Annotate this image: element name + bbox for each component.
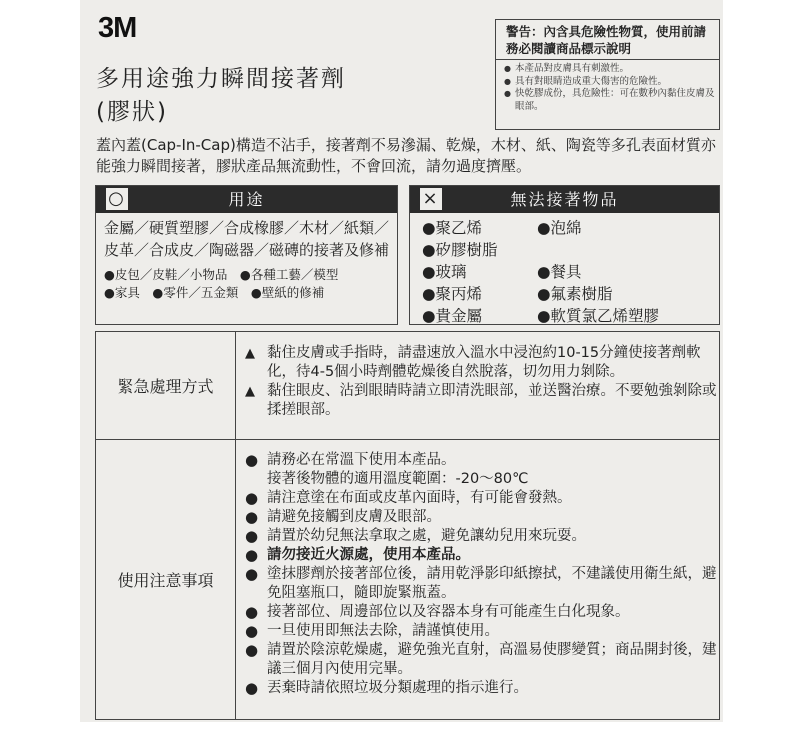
warning-item: ● 本產品對皮膚具有刺激性。 (504, 63, 715, 76)
not-for-item: ●聚乙烯 (422, 219, 483, 237)
bullet-icon: ● (245, 679, 259, 697)
title-line-2: (膠狀) (96, 99, 168, 125)
emergency-text: 黏住眼皮、沾到眼睛時請立即清洗眼部，並送醫治療。不要勉強剝除或揉搓眼部。 (267, 383, 717, 418)
caution-text: 丟棄時請依照垃圾分類處理的指示進行。 (267, 680, 528, 696)
caution-item (245, 451, 719, 470)
warning-item: ● 具有對眼睛造成重大傷害的危險性。 (504, 76, 715, 89)
caution-text: 請避免接觸到皮膚及眼部。 (267, 509, 441, 525)
product-title (96, 63, 346, 129)
caution-text: 一旦使用即無法去除，請謹慎使用。 (267, 623, 499, 639)
cautions-content (235, 439, 719, 698)
warning-header: 警告：內含具危險性物質，使用前請務必閱讀商品標示說明 (496, 20, 719, 60)
warning-box (495, 19, 720, 130)
caution-item (245, 641, 719, 679)
caution-text: 請務必在常溫下使用本產品。 (267, 452, 456, 468)
uses-small-2: ●家具 ●零件／五金類 ●壁紙的修補 (104, 285, 325, 300)
bullet-icon: ● (245, 451, 259, 469)
bullet-icon: ● (245, 527, 259, 545)
emergency-text: 黏住皮膚或手指時，請盡速放入溫水中浸泡約10-15分鐘使接著劑軟化，待4-5個小時劑體乾燥後自然脫落，切勿用力剝除。 (267, 345, 701, 380)
circle-icon: ○ (106, 188, 128, 210)
not-for-box (409, 185, 720, 325)
caution-text: 接著後物體的適用溫度範圍：-20～80℃ (267, 471, 529, 487)
cautions-label: 使用注意事項 (96, 439, 236, 719)
not-for-title: 無法接著物品 (510, 190, 619, 209)
bullet-icon: ● (245, 508, 259, 526)
caution-text: 塗抹膠劑於接著部位後，請用乾淨影印紙擦拭，不建議使用衛生紙，避免阻塞瓶口，隨即旋緊瓶蓋。 (267, 566, 717, 601)
caution-item (245, 565, 719, 603)
not-for-item: ●泡綿 (537, 219, 582, 237)
warning-item: ● 快乾膠成份，具危險性：可在數秒內黏住皮膚及眼部。 (504, 88, 715, 113)
caution-item (245, 489, 719, 508)
not-for-item (537, 239, 677, 261)
warning-triangle-icon: ▲ (245, 346, 255, 361)
uses-text: 金屬／硬質塑膠／合成橡膠／木材／紙類／皮革／合成皮／陶磁器／磁磚的接著及修補 (104, 219, 390, 259)
not-for-item: ●軟質氯乙烯塑膠 (537, 307, 660, 325)
bullet-icon: ● (245, 546, 259, 564)
bullet-icon: ● (245, 603, 259, 621)
caution-item (245, 508, 719, 527)
caution-item (245, 622, 719, 641)
warning-triangle-icon: ▲ (245, 384, 255, 399)
emergency-content (235, 332, 719, 420)
intro-text: 蓋內蓋(Cap-In-Cap)構造不沾手，接著劑不易滲漏、乾燥，木材、紙、陶瓷等多孔表面材質亦能強力瞬間接著，膠狀產品無流動性，不會回流，請勿過度擠壓。 (96, 136, 716, 175)
bullet-icon: ● (245, 622, 259, 640)
caution-item (245, 679, 719, 698)
emergency-label: 緊急處理方式 (96, 332, 236, 439)
cautions-row (96, 439, 719, 719)
caution-text: 請勿接近火源處，使用本產品。 (267, 547, 470, 563)
caution-item (245, 527, 719, 546)
not-for-item: ●貴金屬 (422, 307, 483, 325)
bullet-icon: ● (245, 565, 259, 583)
not-for-header (410, 186, 719, 213)
emergency-item (245, 344, 719, 382)
not-for-item: ●玻璃 (422, 263, 467, 281)
caution-text: 請注意塗在布面或皮革內面時，有可能會發熱。 (267, 490, 572, 506)
uses-header (96, 186, 397, 213)
warning-list (496, 60, 719, 113)
caution-item (245, 546, 719, 565)
caution-item (245, 470, 719, 489)
not-for-item: ●矽膠樹脂 (422, 241, 498, 259)
caution-text: 接著部位、周邊部位以及容器本身有可能產生白化現象。 (267, 604, 630, 620)
uses-box (95, 185, 398, 325)
not-for-item: ●氟素樹脂 (537, 285, 613, 303)
caution-text: 請置於陰涼乾燥處，避免強光直射，高溫易使膠變質；商品開封後，建議三個月內使用完畢。 (267, 642, 717, 677)
not-for-item: ●餐具 (537, 263, 582, 281)
uses-title: 用途 (228, 190, 265, 209)
emergency-item (245, 382, 719, 420)
brand-logo: 3M (98, 12, 137, 44)
title-line-1: 多用途強力瞬間接著劑 (96, 66, 346, 92)
instructions-table (95, 331, 720, 720)
bullet-icon: ● (245, 489, 259, 507)
caution-text: 請置於幼兒無法拿取之處，避免讓幼兒用來玩耍。 (267, 528, 586, 544)
emergency-row (96, 332, 719, 440)
uses-small-1: ●皮包／皮鞋／小物品 ●各種工藝／模型 (104, 267, 339, 282)
cross-icon: × (420, 188, 442, 210)
not-for-list (410, 213, 719, 327)
caution-item (245, 603, 719, 622)
bullet-icon: ● (245, 641, 259, 659)
not-for-item: ●聚丙烯 (422, 285, 483, 303)
